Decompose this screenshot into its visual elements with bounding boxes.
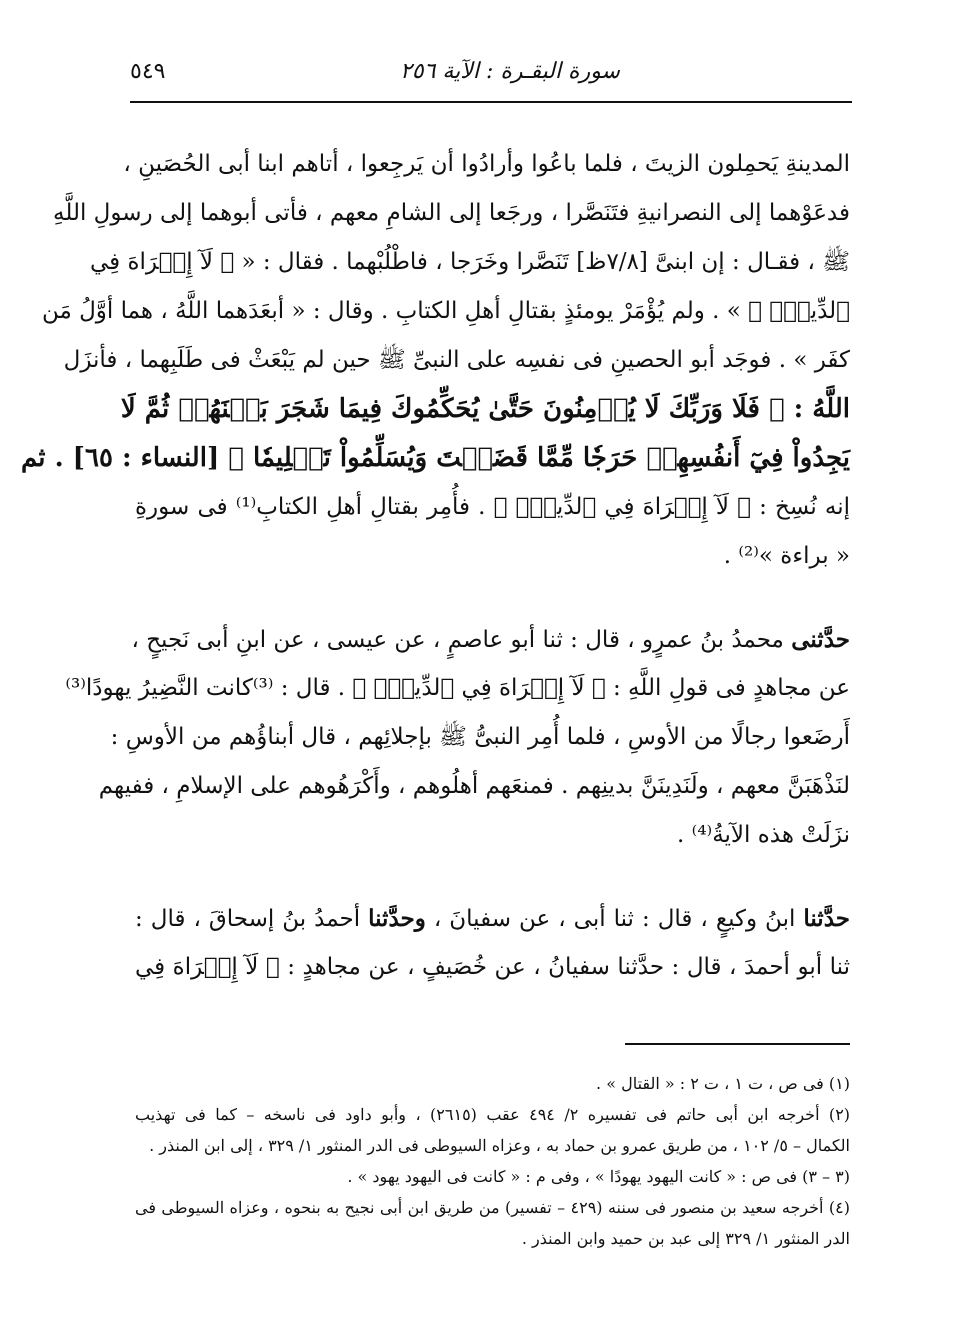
- footnote-line: الكمال – ٥/ ١٠٢ ، من طريق عمرو بن حماد به ، وعزاه السيوطى فى الدر المنثور ١/ ٣٢٩ ، إلى ابن المنذر .: [149, 1136, 850, 1155]
- header-rule: [130, 101, 852, 103]
- text-line: « براءة »⁽²⁾ .: [723, 543, 850, 569]
- footnote-line: (١) فى ص ، ت ١ ، ت ٢ : « القتال » .: [596, 1074, 850, 1093]
- text-line: لنَذْهَبَنَّ معهم ، ولَنَدِينَنَّ بدينِهم . فمنعَهم أهلُوهم ، وأَكْرَهُوهم على الإسلامِ ، ففيهم: [98, 773, 850, 799]
- running-header: [130, 55, 850, 95]
- isnad-lead: حدَّثنا: [803, 905, 850, 932]
- paragraph-gap: [135, 581, 850, 615]
- text-line: نزَلَتْ هذه الآيةُ⁽⁴⁾ .: [677, 822, 850, 848]
- isnad-lead: وحدَّثنا: [368, 905, 426, 932]
- isnad-text: ابنُ وكيعٍ ، قال : ثنا أبى ، عن سفيانَ ،: [425, 906, 804, 932]
- page-number: ٥٤٩: [130, 59, 166, 84]
- paragraph-gap: [135, 860, 850, 894]
- footnote-rule: [625, 1043, 850, 1045]
- text-line: ﷺ ، فقـال : إن ابنىَّ [٧/٨ظ] تَنَصَّرا وخَرَجا ، فاطْلُبْهما . فقال : « ﴿ لَآ إِكۡرَاهَ فِي: [89, 249, 850, 275]
- quran-verse-line: يَجِدُواْ فِيٓ أَنفُسِهِمۡ حَرَجٗا مِّمَّا قَضَيۡتَ وَيُسَلِّمُواْ تَسۡلِيمٗا ﴾ [النساء : ٦٥] . ثم: [20, 443, 850, 473]
- footnote-line: (٣ – ٣) فى ص : « كانت اليهود يهودًا » ، وفى م : « كانت فى اليهود يهود » .: [347, 1167, 850, 1186]
- footnotes: [135, 1068, 850, 1254]
- isnad-line: [135, 894, 850, 943]
- footnote-line: (٢) أخرجه ابن أبى حاتم فى تفسيره ٢/ ٤٩٤ عقب (٢٦١٥) ، وأبو داود فى ناسخه – كما فى تهذيب: [135, 1105, 851, 1124]
- isnad-line: [131, 615, 850, 664]
- text-line: فدعَوْهما إلى النصرانيةِ فتَنَصَّرا ، ورجَعا إلى الشامِ معهم ، فأتى أبوهما إلى رسولِ اللَّهِ: [53, 200, 850, 226]
- text-line: ثنا أبو أحمدَ ، قال : حدَّثنا سفيانُ ، عن خُصَيفٍ ، عن مجاهدٍ : ﴿ لَآ إِكۡرَاهَ فِي: [135, 954, 850, 980]
- isnad-text: أحمدُ بنُ إسحاقَ ، قال :: [135, 906, 369, 932]
- footnote-line: الدر المنثور ١/ ٣٢٩ إلى عبد بن حميد وابن المنذر .: [521, 1229, 850, 1248]
- quran-verse-line: اللَّهُ : ﴿ فَلَا وَرَبِّكَ لَا يُؤۡمِنُونَ حَتَّىٰ يُحَكِّمُوكَ فِيمَا شَجَرَ بَيۡنَهُمۡ ثُمَّ لَا: [120, 394, 850, 424]
- text-line: المدينةِ يَحمِلون الزيتَ ، فلما باعُوا وأرادُوا أن يَرجِعوا ، أتاهم ابنا أبى الحُصَينِ ،: [123, 151, 850, 177]
- running-title: سورة البقـرة : الآية ٢٥٦: [399, 59, 620, 84]
- text-line: أَرضَعوا رجالًا من الأوسِ ، فلما أُمِر النبىُّ ﷺ بإجلائِهم ، قال أبناؤُهم من الأوسِ :: [110, 724, 850, 750]
- footnote-line: (٤) أخرجه سعيد بن منصور فى سننه (٤٢٩ – تفسير) من طريق ابن أبى نجيح به بنحوه ، وعزاه السيوطى فى: [135, 1198, 850, 1217]
- text-line: إنه نُسِخ : ﴿ لَآ إِكۡرَاهَ فِي ٱلدِّينِۖ ﴾ . فأُمِر بقتالِ أهلِ الكتابِ⁽¹⁾ فى سورةِ: [135, 494, 850, 520]
- isnad-lead: حدَّثنى: [791, 626, 850, 653]
- text-line: عن مجاهدٍ فى قولِ اللَّهِ : ﴿ لَآ إِكۡرَاهَ فِي ٱلدِّينِۖ ﴾ . قال : ⁽³⁾كانت النَّضِيرُ يهودًا⁽³⁾: [65, 675, 850, 701]
- text-line: ٱلدِّينِۖ ﴾ » . ولم يُؤْمَرْ يومئذٍ بقتالِ أهلِ الكتابِ . وقال : « أبعَدَهما اللَّهُ ، هما أوَّلُ مَن: [41, 298, 850, 324]
- isnad-text: محمدُ بنُ عمرٍو ، قال : ثنا أبو عاصمٍ ، عن عيسى ، عن ابنِ أبى نَجيحٍ ،: [131, 627, 792, 653]
- text-line: كفَر » . فوجَد أبو الحصينِ فى نفسِه على النبىِّ ﷺ حين لم يَبْعَثْ فى طَلَبِهما ، فأنزَل: [63, 347, 850, 373]
- main-text: [20, 140, 850, 992]
